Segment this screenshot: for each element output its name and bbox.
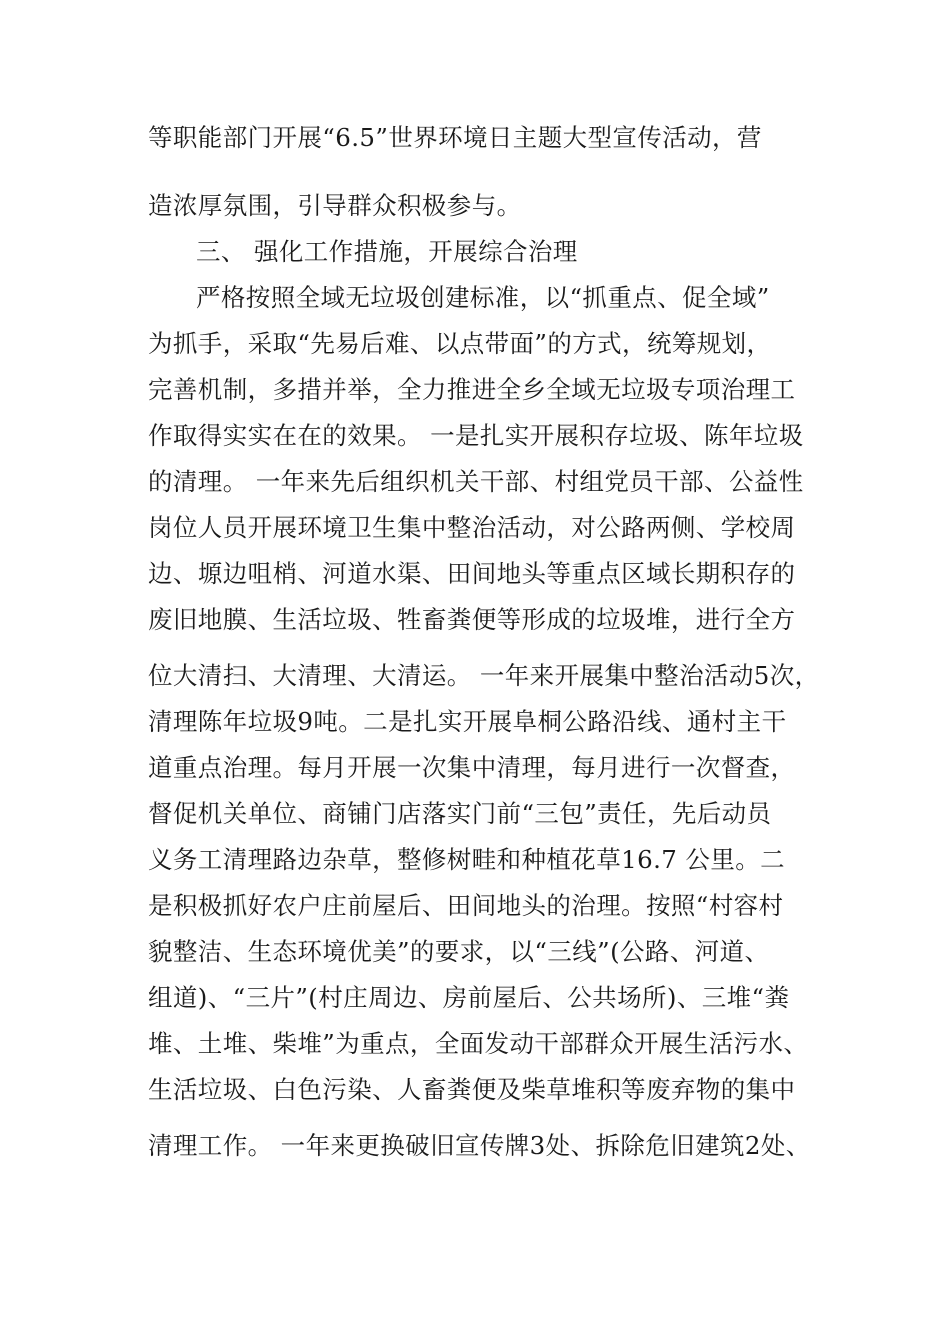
text-line: 督促机关单位、商铺门店落实门前“三包”责任，先后动员: [148, 799, 772, 828]
text-line: 完善机制，多措并举，全力推进全乡全域无垃圾专项治理工: [148, 375, 796, 404]
text-line: 造浓厚氛围，引导群众积极参与。: [148, 191, 522, 220]
text-line: 等职能部门开展“6.5”世界环境日主题大型宣传活动，营: [148, 123, 762, 152]
section-heading: 三、 强化工作措施，开展综合治理: [196, 237, 578, 266]
text-line: 清理工作。 一年来更换破旧宣传牌3处、拆除危旧建筑2处、: [148, 1131, 811, 1160]
text-line: 堆、土堆、柴堆”为重点，全面发动干部群众开展生活污水、: [148, 1029, 809, 1058]
text-line: 作取得实实在在的效果。 一是扎实开展积存垃圾、陈年垃圾: [148, 421, 804, 450]
text-line: 为抓手，采取“先易后难、以点带面”的方式，统筹规划，: [148, 329, 772, 358]
text-line: 清理陈年垃圾9吨。二是扎实开展阜桐公路沿线、通村主干: [148, 707, 787, 736]
paragraph-start: 严格按照全域无垃圾创建标准，以“抓重点、促全域”: [196, 283, 770, 312]
text-line: 是积极抓好农户庄前屋后、田间地头的治理。按照“村容村: [148, 891, 784, 920]
text-line: 道重点治理。每月开展一次集中清理，每月进行一次督查，: [148, 753, 796, 782]
text-line: 貌整洁、生态环境优美”的要求，以“三线”(公路、河道、: [148, 937, 770, 966]
text-line: 边、塬边咀梢、河道水渠、田间地头等重点区域长期积存的: [148, 559, 796, 588]
text-line: 组道)、“三片”(村庄周边、房前屋后、公共场所)、三堆“粪: [148, 983, 790, 1012]
text-line: 废旧地膜、生活垃圾、牲畜粪便等形成的垃圾堆，进行全方: [148, 605, 796, 634]
text-line: 岗位人员开展环境卫生集中整治活动，对公路两侧、学校周: [148, 513, 796, 542]
text-line: 的清理。 一年来先后组织机关干部、村组党员干部、公益性: [148, 467, 804, 496]
text-line: 义务工清理路边杂草，整修树畦和种植花草16.7 公里。二: [148, 845, 786, 874]
text-line: 生活垃圾、白色污染、人畜粪便及柴草堆积等废弃物的集中: [148, 1075, 796, 1104]
text-line: 位大清扫、大清理、大清运。 一年来开展集中整治活动5次，: [148, 661, 820, 690]
